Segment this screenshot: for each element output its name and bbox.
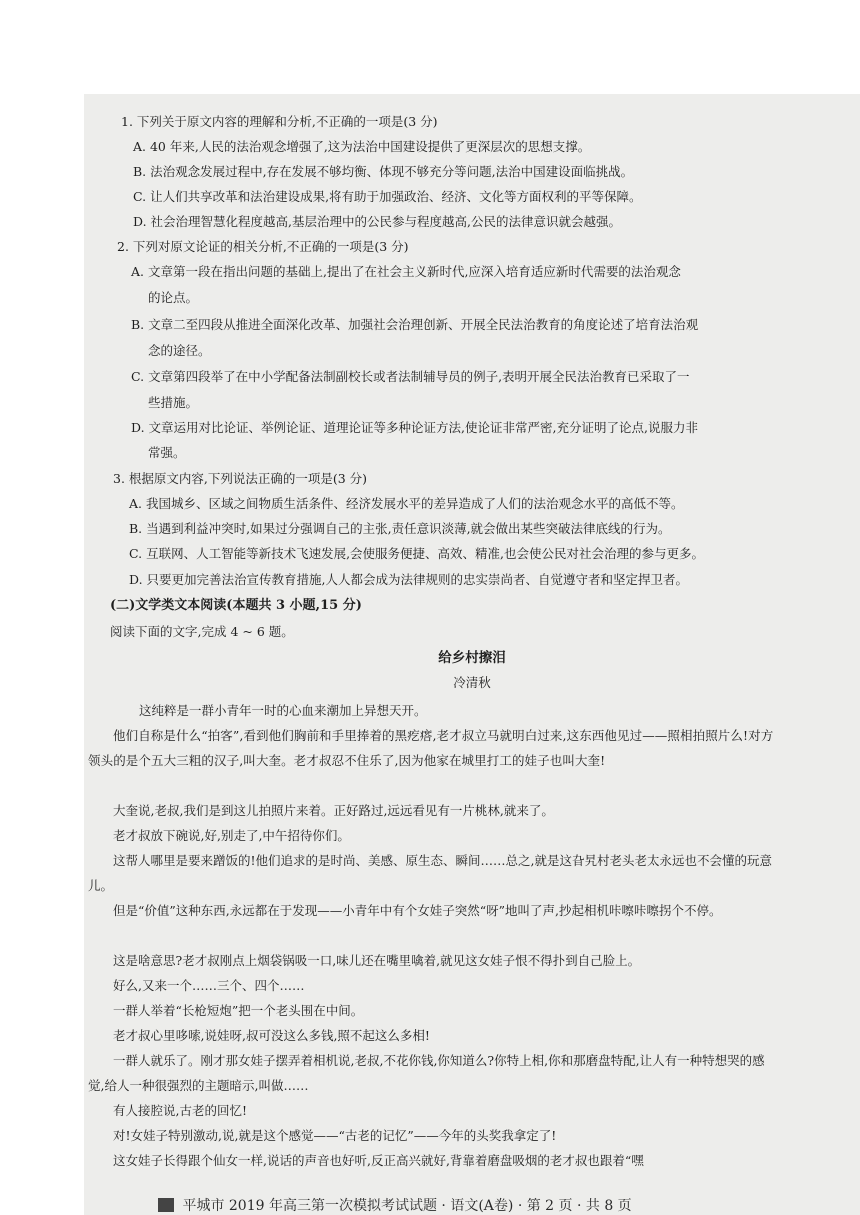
question-2-option-c-continued: 些措施。 — [148, 395, 199, 410]
question-2-option-b: B. 文章二至四段从推进全面深化改革、加强社会治理创新、开展全民法治教育的角度论述了培育法治观 — [131, 317, 699, 332]
story-paragraph-3: 大奎说,老叔,我们是到这儿拍照片来着。正好路过,远远看见有一片桃林,就来了。 — [113, 803, 554, 818]
story-paragraph-14: 这女娃子长得跟个仙女一样,说话的声音也好听,反正高兴就好,背靠着磨盘吸烟的老才叔也跟着“嘿 — [113, 1153, 644, 1168]
story-paragraph-5: 这帮人哪里是要来蹭饭的!他们追求的是时尚、美感、原生态、瞬间……总之,就是这旮旯村老头老太永远也不会懂的玩意儿。 — [88, 853, 772, 893]
question-3-option-a: A. 我国城乡、区域之间物质生活条件、经济发展水平的差异造成了人们的法治观念水平的高低不等。 — [129, 496, 684, 511]
story-paragraph-8: 好么,又来一个……三个、四个…… — [113, 978, 305, 993]
story-paragraph-6: 但是“价值”这种东西,永远都在于发现——小青年中有个女娃子突然“呀”地叫了声,抄起相机咔嚓咔嚓拐个不停。 — [113, 903, 722, 918]
story-paragraph-7: 这是啥意思?老才叔刚点上烟袋锅吸一口,味儿还在嘴里噙着,就见这女娃子恨不得扑到自己脸上。 — [113, 953, 641, 968]
question-2-option-b-continued: 念的途径。 — [148, 343, 211, 358]
story-title: 给乡村擦泪 — [438, 650, 506, 666]
question-1-option-d: D. 社会治理智慧化程度越高,基层治理中的公民参与程度越高,公民的法律意识就会越强。 — [133, 214, 621, 229]
question-2-option-a-continued: 的论点。 — [148, 290, 199, 305]
question-2-option-d: D. 文章运用对比论证、举例论证、道理论证等多种论证方法,使论证非常严密,充分证明了论点,说服力非 — [131, 420, 698, 435]
story-paragraph-10: 老才叔心里哆嗦,说娃呀,叔可没这么多钱,照不起这么多相! — [113, 1028, 430, 1043]
question-2-option-a: A. 文章第一段在指出问题的基础上,提出了在社会主义新时代,应深入培育适应新时代需要的法治观念 — [131, 264, 681, 279]
question-2-option-d-continued: 常强。 — [148, 445, 186, 460]
section-instruction: 阅读下面的文字,完成 4 ~ 6 题。 — [110, 624, 294, 639]
question-2-stem: 2. 下列对原文论证的相关分析,不正确的一项是(3 分) — [117, 239, 409, 254]
exam-page — [84, 94, 860, 1215]
story-paragraph-12: 有人接腔说,古老的回忆! — [113, 1103, 247, 1118]
question-2-option-c: C. 文章第四段举了在中小学配备法制副校长或者法制辅导员的例子,表明开展全民法治教育已采取了一 — [131, 369, 690, 384]
story-paragraph-1: 这纯粹是一群小青年一时的心血来潮加上异想天开。 — [139, 703, 427, 718]
question-3-option-c: C. 互联网、人工智能等新技术飞速发展,会使服务便捷、高效、精准,也会使公民对社会治理的参与更多。 — [129, 546, 705, 561]
story-paragraph-11: 一群人就乐了。刚才那女娃子摆弄着相机说,老叔,不花你钱,你知道么?你特上相,你和那磨盘特配,让人有一种特想哭的感觉,给人一种很强烈的主题暗示,叫做…… — [88, 1053, 765, 1093]
story-author: 冷清秋 — [453, 675, 491, 690]
page-footer — [154, 1197, 632, 1215]
question-1-option-c: C. 让人们共享改革和法治建设成果,将有助于加强政治、经济、文化等方面权利的平等保障。 — [133, 189, 642, 204]
question-1-option-b: B. 法治观念发展过程中,存在发展不够均衡、体现不够充分等问题,法治中国建设面临挑战。 — [133, 164, 634, 179]
question-1-stem: 1. 下列关于原文内容的理解和分析,不正确的一项是(3 分) — [121, 114, 438, 129]
footer-text: 平城市 2019 年高三第一次模拟考试试题 · 语文(A卷) · 第 2 页 · 共 8 页 — [182, 1198, 632, 1214]
question-3-option-b: B. 当遇到利益冲突时,如果过分强调自己的主张,责任意识淡薄,就会做出某些突破法律底线的行为。 — [129, 521, 671, 536]
question-3-option-d: D. 只要更加完善法治宣传教育措施,人人都会成为法律规则的忠实崇尚者、自觉遵守者和坚定捍卫者。 — [129, 572, 688, 587]
story-paragraph-13: 对!女娃子特别激动,说,就是这个感觉——“古老的记忆”——今年的头奖我拿定了! — [113, 1128, 557, 1143]
story-paragraph-4: 老才叔放下碗说,好,别走了,中午招待你们。 — [113, 828, 350, 843]
section-heading: (二)文学类文本阅读(本题共 3 小题,15 分) — [110, 598, 362, 613]
question-1-option-a: A. 40 年来,人民的法治观念增强了,这为法治中国建设提供了更深层次的思想支撑。 — [133, 139, 591, 154]
publisher-logo-icon — [158, 1198, 174, 1212]
question-3-stem: 3. 根据原文内容,下列说法正确的一项是(3 分) — [113, 471, 368, 486]
story-paragraph-9: 一群人举着“长枪短炮”把一个老头围在中间。 — [113, 1003, 364, 1018]
story-paragraph-2: 他们自称是什么“拍客”,看到他们胸前和手里捧着的黑疙瘩,老才叔立马就明白过来,这东西他见过——照相拍照片么!对方领头的是个五大三粗的汉子,叫大奎。老才叔忍不住乐了,因为他家在城里打工的娃子也叫大奎! — [88, 728, 774, 768]
